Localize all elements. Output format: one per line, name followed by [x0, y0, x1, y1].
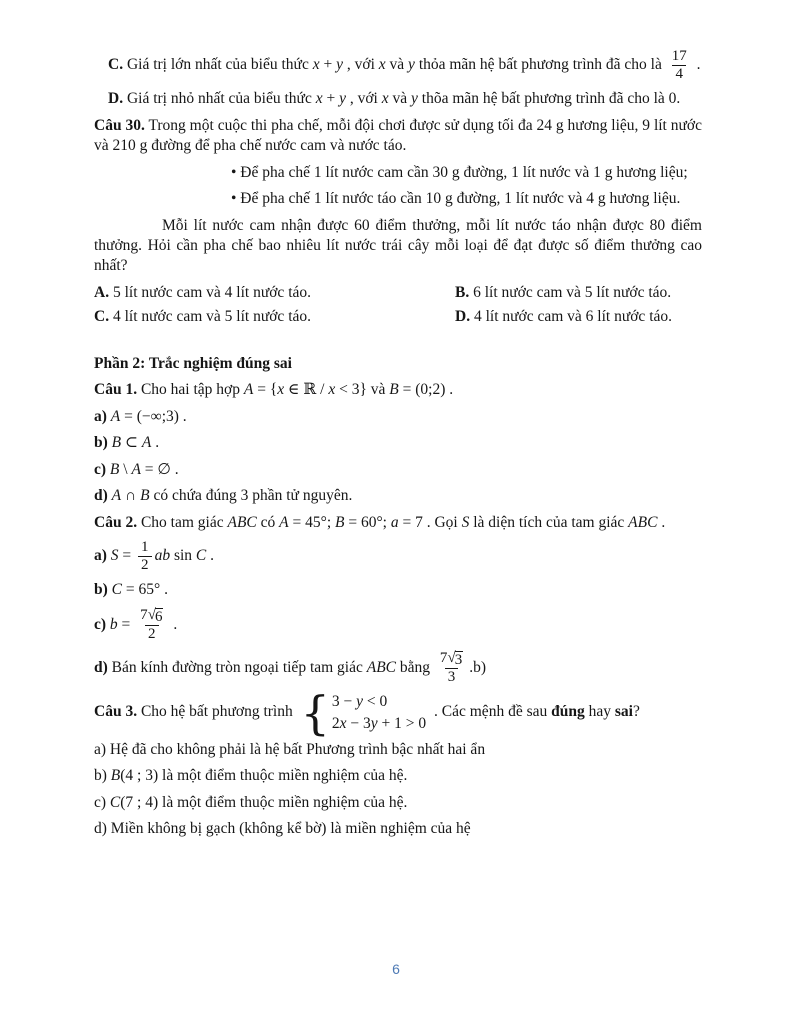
part-2-heading [94, 354, 702, 374]
q30-bullet-1 [94, 163, 702, 183]
fraction [138, 539, 152, 574]
q3-statement [94, 685, 702, 740]
fraction-numerator [137, 607, 166, 626]
text-run: ABC [628, 513, 658, 531]
text-run: ⊂ [121, 434, 142, 452]
text-run: 2 [141, 557, 149, 574]
radicand: 3 [454, 651, 463, 668]
q1-item-b [94, 433, 702, 453]
text-run: Câu 3. [94, 703, 138, 721]
text-run: D. [455, 308, 471, 326]
system-line [332, 692, 426, 712]
text-run: 3 [447, 669, 456, 686]
fraction [137, 607, 166, 644]
text-run: a) [94, 547, 107, 565]
text-run: 6 lít nước cam và 5 lít nước táo. [469, 283, 672, 301]
text-run: a) [94, 407, 107, 425]
text-run: b) [94, 434, 108, 452]
text-run: B [109, 460, 120, 478]
text-run: . [151, 434, 160, 452]
text-run: a) Hệ đã cho không phải là hệ bất Phương trình bậc nhất hai ẩn [94, 740, 486, 758]
text-run: . [169, 615, 178, 633]
text-run: C. [94, 308, 110, 326]
text-run: 3 − [331, 693, 357, 711]
text-run: 5 lít nước cam và 4 lít nước táo. [109, 283, 312, 301]
text-run: = [118, 547, 136, 565]
sqrt-radical [148, 608, 164, 626]
text-run: x [277, 381, 285, 399]
text-run: ∈ ℝ / [284, 381, 329, 399]
text-run: . [657, 513, 666, 531]
fraction-denominator [138, 556, 152, 574]
text-run: 2 [331, 714, 340, 732]
page-number: 6 [392, 961, 400, 977]
fraction-denominator [672, 65, 686, 83]
text-run: sin [170, 547, 196, 565]
text-run: , với [343, 56, 379, 74]
text-run: Mỗi lít nước cam nhận được 60 điểm thưởng, mỗi lít nước táo nhận được 80 điểm thưởng. Hỏi cần pha chế bao nhiêu lít nước trái cây mỗi loại để đạt được số điểm thưởng cao nhất? [94, 216, 702, 275]
text-run: và [388, 90, 412, 108]
q1-item-a [94, 407, 702, 427]
text-run: có [256, 513, 280, 531]
text-run: S [461, 513, 470, 531]
text-run: 4 lít nước cam và 5 lít nước táo. [109, 308, 312, 326]
text-run: C [195, 547, 207, 565]
text-run: C [109, 793, 121, 811]
text-run: x [339, 714, 347, 732]
text-run: . [206, 547, 214, 565]
text-run: A. [94, 283, 110, 301]
text-run: 4 lít nước cam và 6 lít nước táo. [470, 308, 673, 326]
text-run: ∩ [121, 487, 141, 505]
text-run: .b) [469, 658, 486, 676]
text-run: y [356, 693, 364, 711]
text-run: B. [455, 283, 470, 301]
text-run: d) [94, 487, 108, 505]
q1-item-d [94, 486, 702, 506]
text-run: 4 [675, 66, 683, 83]
text-run: ? [632, 703, 640, 721]
text-run: c) [94, 460, 107, 478]
text-run: = (0;2) . [398, 381, 454, 399]
text-run: + [319, 56, 337, 74]
q29-option-d [94, 89, 702, 109]
text-run: ABC [227, 513, 257, 531]
radicand: 6 [154, 608, 163, 625]
text-run: y [411, 90, 418, 108]
text-run: A [279, 513, 289, 531]
text-run: bằng [396, 658, 434, 676]
fraction-numerator [669, 48, 690, 65]
text-run: thỏa mãn hệ bất phương trình đã cho là [414, 56, 666, 74]
text-run: d) Miền không bị gạch (không kể bờ) là miền nghiệm của hệ [94, 820, 471, 838]
text-run: thõa mãn hệ bất phương trình đã cho là 0. [417, 90, 681, 108]
text-run: y [408, 56, 415, 74]
text-run: = ∅ . [140, 460, 179, 478]
text-run: x [312, 56, 320, 74]
text-run: x [315, 90, 323, 108]
system-lines [332, 692, 426, 733]
fraction-denominator [145, 625, 159, 643]
text-run: có chứa đúng 3 phần tử nguyên. [149, 487, 353, 505]
text-run: B [110, 767, 121, 785]
text-run: B [140, 487, 150, 505]
q30-option-c [94, 307, 455, 327]
q30-question [94, 216, 702, 277]
q29-option-c [94, 48, 702, 83]
text-run: (7 ; 4) là một điểm thuộc miền nghiệm của hệ. [120, 793, 408, 811]
text-run: • Để pha chế 1 lít nước cam cần 30 g đường, 1 lít nước và 1 g hương liệu; [231, 163, 688, 181]
text-run: sai [614, 703, 633, 721]
text-run: B [389, 381, 399, 399]
fraction-numerator [138, 539, 152, 556]
text-run: c) [94, 793, 110, 811]
text-run: Phần 2: Trắc nghiệm đúng sai [94, 354, 292, 372]
text-run: • Để pha chế 1 lít nước táo cần 10 g đường, 1 lít nước và 4 g hương liệu. [231, 190, 681, 208]
text-run: Cho hệ bất phương trình [137, 703, 297, 721]
text-run: + [322, 90, 340, 108]
text-run: ab [154, 547, 171, 565]
document-content [94, 48, 702, 846]
q2-statement [94, 513, 702, 533]
fraction [437, 650, 466, 687]
text-run: Cho tam giác [137, 513, 228, 531]
text-run: Giá trị nhỏ nhất của biểu thức [123, 90, 316, 108]
text-run: D. [108, 90, 124, 108]
text-run: . Các mệnh đề sau [430, 703, 552, 721]
radical-sign: √ [147, 606, 156, 623]
text-run: A [111, 487, 122, 505]
text-run: Trong một cuộc thi pha chế, mỗi đội chơi được sử dụng tối đa 24 g hương liệu, 9 lít nước và 210 g đường để pha chế nước cam và nước táo. [94, 116, 702, 155]
text-run: = { [253, 381, 278, 399]
text-run: d) [94, 658, 108, 676]
q1-statement [94, 380, 702, 400]
text-run: A [243, 381, 254, 399]
text-run: , với [345, 90, 382, 108]
q30-statement [94, 116, 702, 157]
text-run: = 45°; [288, 513, 335, 531]
q2-item-b [94, 580, 702, 600]
text-run: . [692, 56, 701, 74]
inequality-system [300, 685, 427, 740]
q2-item-d [94, 650, 702, 687]
q30-bullet-2 [94, 189, 702, 209]
text-run: − 3 [346, 714, 371, 732]
q3-item-d [94, 819, 702, 839]
text-run: = (−∞;3) . [120, 407, 187, 425]
text-run: x [378, 56, 386, 74]
text-run: và [385, 56, 409, 74]
q1-item-c [94, 460, 702, 480]
q2-item-c [94, 607, 702, 644]
text-run: (4 ; 3) là một điểm thuộc miền nghiệm của hệ. [120, 767, 408, 785]
q3-item-a [94, 740, 702, 760]
text-run: Bán kính đường tròn ngoại tiếp tam giác [107, 658, 367, 676]
text-run: y [339, 90, 346, 108]
fraction-numerator [437, 650, 466, 669]
text-run: đúng [551, 703, 585, 721]
text-run: ABC [366, 658, 397, 676]
text-run: x [381, 90, 389, 108]
text-run: Giá trị lớn nhất của biểu thức [123, 56, 313, 74]
text-run: 2 [148, 626, 156, 643]
text-run: y [370, 714, 378, 732]
text-run: C [111, 581, 123, 599]
text-run: b) [94, 767, 111, 785]
text-run: B [335, 513, 345, 531]
text-run: Câu 1. [94, 381, 138, 399]
text-run: y [336, 56, 343, 74]
text-run: < 3} và [335, 381, 390, 399]
text-run: Câu 2. [94, 513, 138, 531]
text-run: + 1 > 0 [377, 714, 427, 732]
text-run: \ [119, 460, 132, 478]
text-run: < 0 [363, 693, 388, 711]
text-run: A [131, 460, 141, 478]
q3-item-c [94, 793, 702, 813]
radical-sign: √ [447, 649, 456, 666]
fraction [669, 48, 690, 83]
text-run: Câu 30. [94, 116, 145, 134]
text-run: a [390, 513, 399, 531]
q30-option-d [455, 307, 702, 327]
text-run: = 7 . Gọi [398, 513, 462, 531]
system-brace: { [300, 685, 330, 740]
q3-item-b [94, 766, 702, 786]
q2-item-a [94, 539, 702, 574]
q30-options [94, 283, 702, 328]
q30-option-b [455, 283, 702, 303]
system-line [332, 714, 426, 734]
text-run: 7 [140, 606, 148, 623]
text-run: b [109, 615, 118, 633]
text-run: 1 [141, 538, 149, 555]
text-run: B [111, 434, 122, 452]
fraction-denominator [445, 668, 459, 686]
text-run: là diện tích của tam giác [469, 513, 629, 531]
sqrt-radical [447, 651, 463, 669]
text-run: = 65° . [122, 581, 168, 599]
text-run: b) [94, 581, 108, 599]
text-run: A [141, 434, 152, 452]
text-run: x [328, 381, 336, 399]
text-run: = [117, 615, 135, 633]
text-run: C. [108, 56, 124, 74]
text-run: c) [94, 615, 107, 633]
text-run: Cho hai tập hợp [137, 381, 244, 399]
q30-option-a [94, 283, 455, 303]
text-run: 17 [671, 48, 687, 64]
text-run: = 60°; [344, 513, 391, 531]
text-run: A [110, 407, 121, 425]
text-run: hay [584, 703, 615, 721]
text-run: 7 [439, 649, 448, 666]
text-run: S [110, 547, 119, 565]
